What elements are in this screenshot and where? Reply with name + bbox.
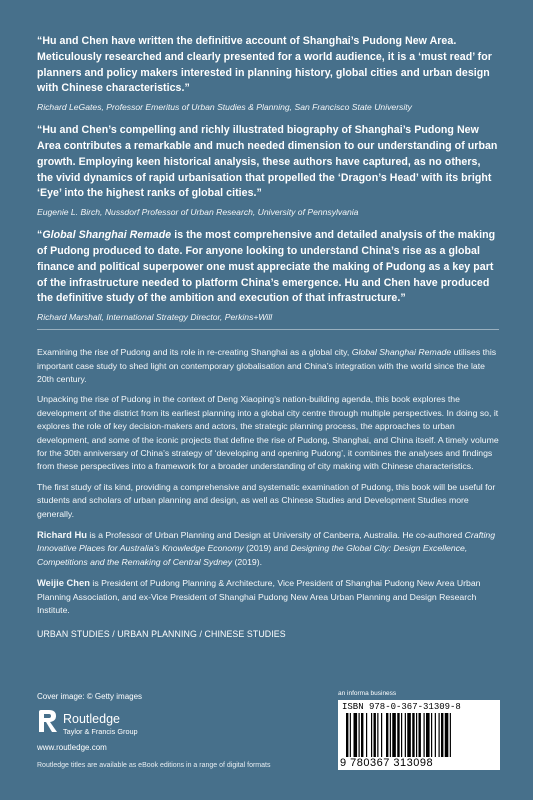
quote-open-mark: “ [37,229,43,242]
author-bio-chen [37,576,499,617]
barcode-digits: 9 780367 313098 [340,757,434,769]
informa-tagline: an informa business [338,690,397,697]
isbn-barcode [338,700,500,770]
back-cover-text [37,34,499,639]
publisher-logo-block [37,706,237,758]
author-bio-hu [37,528,499,569]
publisher-url: www.routledge.com [37,743,107,752]
book-title: Crafting Innovative Places for Australia’s Knowledge Economy [37,530,496,554]
endorsement-attribution-1: Richard LeGates, Professor Emeritus of Urban Studies & Planning, San Francisco State University [37,102,412,113]
endorsement-attribution-2: Eugenie L. Birch, Nussdorf Professor of Urban Research, University of Pennsylvania [37,207,359,218]
bio-text: is a Professor of Urban Planning and Design at University of Canberra, Australia. He co-authored [87,530,465,541]
ebook-note: Routledge titles are available as eBook editions in a range of digital formats [37,762,271,769]
bio-text: is President of Pudong Planning & Architecture, Vice President of Shanghai Pudong New Area Urban Planning Association, and ex-Vice President of Shanghai Pudong New Area Urban Planning and Design Research Institute. [37,578,481,616]
desc-text: Examining the rise of Pudong and its role in re-creating Shanghai as a global city, [37,347,352,358]
endorsement-quote-2: “Hu and Chen’s compelling and richly illustrated biography of Shanghai’s Pudong New Area contributes a remarkable and much needed dimension to our understanding of urban growth. Employing keen historical analysis, these authors have captured, as no others, the vivid dynamics of rapid urbanisation that propelled the ‘Dragon’s Head’ with its bright ‘Eye’ into the highest ranks of global cities.” [37,124,498,200]
routledge-logo-icon [37,708,59,734]
book-title: Global Shanghai Remade [351,347,452,358]
description-paragraph-2: Unpacking the rise of Pudong in the context of Deng Xiaoping’s nation-building agenda, this book explores the development of the district from its earliest planning into a global city centre through multiple perspectives. In doing so, it explores the role of key decision-makers and actors, the strategic planning process, the approaches to urban development, and some of the iconic projects that define the rise of Pudong, Shanghai, and China itself. A timely volume for the 30th anniversary of China’s strategy of ‘developing and opening Pudong’, it combines the analyses and findings from these perspectives into a framework for a broader understanding of city making with Chinese characteristics. [37,394,499,472]
endorsement-quote-3 [37,228,499,307]
desc-text: utilises this important case study to shed light on contemporary globalisation and China’s integration with the world since the late 20th century. [37,347,497,384]
isbn-label: ISBN 978-0-367-31309-8 [342,702,461,712]
bio-text: (2019) and [243,543,291,554]
book-title: Designing the Global City: Design Excellence, Competitions and the Remaking of Central Sydney [37,543,468,567]
subject-categories: URBAN STUDIES / URBAN PLANNING / CHINESE STUDIES [37,629,286,640]
author-name: Richard Hu [37,529,88,541]
barcode-icon [346,713,494,757]
description-paragraph-1 [37,346,499,386]
author-name: Weijie Chen [37,577,90,589]
publisher-group: Taylor & Francis Group [63,727,138,736]
publisher-name: Routledge [63,712,120,726]
bio-text: (2019). [232,556,263,567]
endorsement-quote-1: “Hu and Chen have written the definitive account of Shanghai’s Pudong New Area. Meticulously researched and clearly presented for a world audience, it is a ‘must read’ for planners and policy makers interested in planning history, global cities and urban design with Chinese characteristics.” [37,35,492,95]
cover-credit: Cover image: © Getty images [37,692,143,701]
quote-3-text: is the most comprehensive and detailed analysis of the making of Pudong produced to date. For anyone looking to understand China’s rise as a global finance and political superpower one must appreciate the making of Pudong as a key part of the infrastructure needed to platform China’s emergence. Hu and Chen have produced the definitive study of the ambition and execution of that infrastructure.” [37,229,496,305]
description-paragraph-3: The first study of its kind, providing a comprehensive and systematic examination of Pudong, this book will be useful for students and scholars of urban planning and design, as well as Chinese Studies and Development Studies more generally. [37,481,496,519]
quote-book-title: Global Shanghai Remade [42,229,172,242]
divider [37,329,499,330]
endorsement-attribution-3: Richard Marshall, International Strategy Director, Perkins+Will [37,312,273,323]
